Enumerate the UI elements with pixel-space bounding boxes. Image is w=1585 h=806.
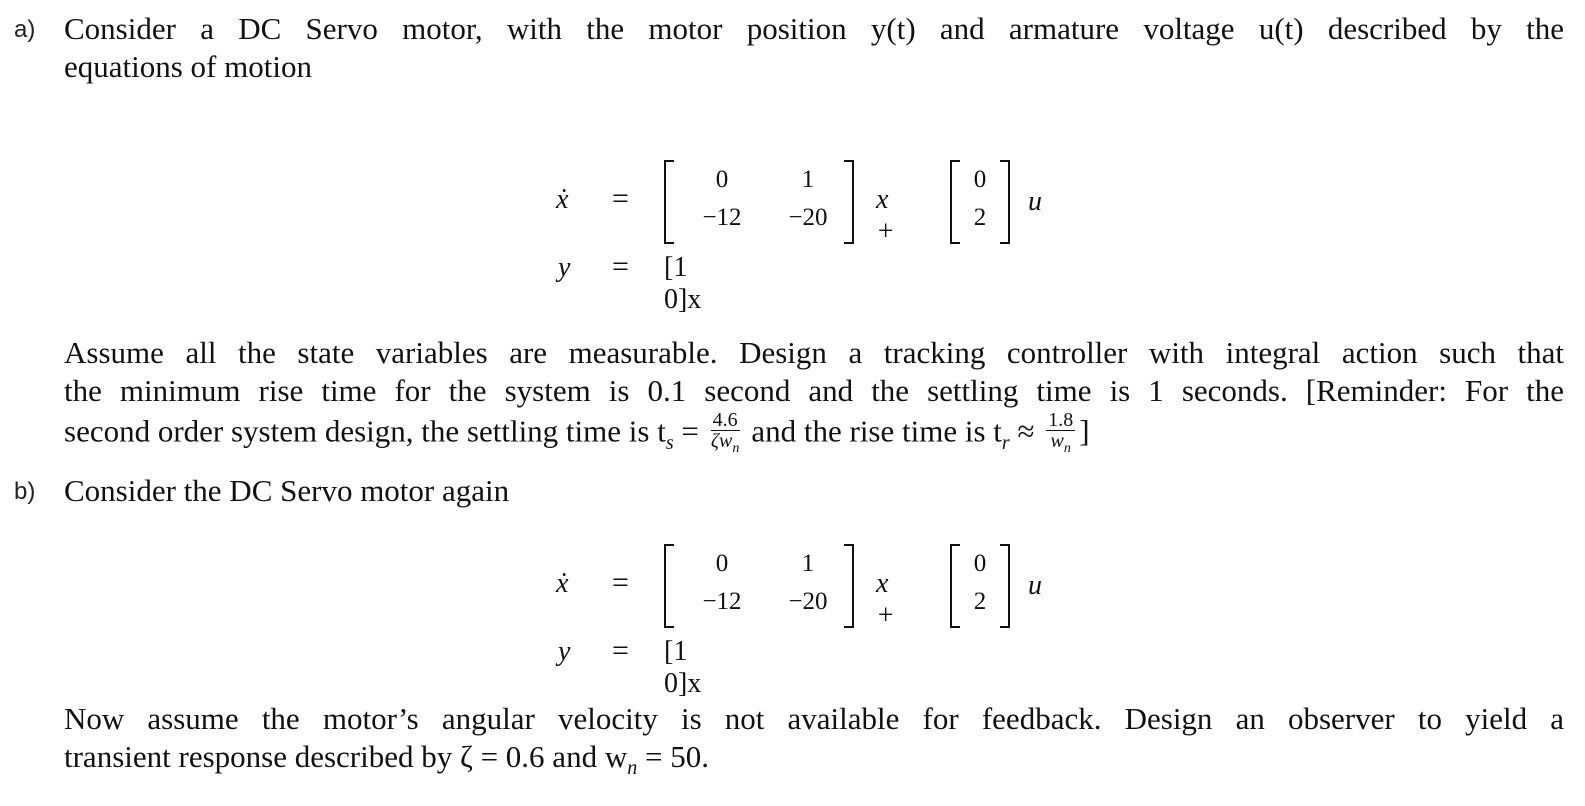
matrix-b (950, 544, 1010, 624)
matrix-b-cell: 0 (973, 550, 987, 577)
matrix-a-cell: 0 (715, 166, 729, 193)
part-a-label: a) (14, 16, 36, 43)
matrix-a-cell: −20 (788, 588, 828, 615)
matrix-b-cell: 0 (973, 166, 987, 193)
xdot-symbol: ẋ (556, 568, 569, 599)
matrix-a-cell: 1 (801, 166, 815, 193)
part-b-intro (64, 472, 1564, 510)
matrix-a-cell: −12 (702, 588, 742, 615)
xdot-symbol: ẋ (556, 184, 569, 215)
matrix-b (950, 160, 1010, 240)
wn-subscript: n (627, 757, 638, 780)
tr-den-subscript: n (1063, 441, 1071, 456)
part-b-intro-line: Consider the DC Servo motor again (64, 473, 510, 508)
ts-numerator: 4.6 (712, 409, 738, 431)
rise-time-text: and the rise time is t (743, 413, 1002, 449)
rise-time-fraction (1046, 410, 1075, 459)
equals-sign: = (612, 634, 629, 667)
part-a-task (64, 334, 1564, 462)
matrix-a (664, 544, 854, 624)
matrix-a-cell: 0 (715, 550, 729, 577)
matrix-b-cell: 2 (973, 588, 987, 615)
matrix-b-cell: 2 (973, 204, 987, 231)
tr-approx: ≈ (1009, 413, 1043, 449)
part-a-task-line-3 (64, 410, 1564, 462)
equals-sign: = (612, 566, 629, 599)
task-line-3-text: second order system design, the settling time is t (64, 413, 666, 449)
y-symbol: y (558, 636, 571, 667)
tr-numerator: 1.8 (1048, 409, 1074, 431)
part-b-task-line-2 (64, 738, 1564, 787)
ts-equals: = (673, 413, 707, 449)
task-b-line-2-end: = 50. (637, 739, 709, 774)
matrix-a-cell: 1 (801, 550, 815, 577)
u-symbol: u (1028, 570, 1042, 601)
settling-time-fraction (711, 410, 740, 459)
output-equation: [1 0]x (664, 252, 702, 315)
task-b-line-2-text: transient response described by ζ = 0.6 and w (64, 739, 628, 774)
ts-denominator: ζw (710, 430, 733, 452)
part-a-intro (64, 10, 1564, 86)
part-a-task-line-2: the minimum rise time for the system is 0.1 second and the settling time is 1 seconds. [Reminder: For the (64, 373, 1564, 408)
part-a-intro-line-2: equations of motion (64, 49, 312, 84)
equals-sign: = (612, 250, 629, 283)
tr-denominator: w (1050, 430, 1064, 452)
part-b-label: b) (14, 478, 36, 505)
part-a-intro-line-1: Consider a DC Servo motor, with the motor position y(t) and armature voltage u(t) described by the (64, 11, 1564, 46)
matrix-a (664, 160, 854, 240)
matrix-a-cell: −20 (788, 204, 828, 231)
x-plus: x + (876, 568, 895, 631)
tr-subscript: r (1001, 431, 1010, 454)
y-symbol: y (558, 252, 571, 283)
ts-subscript: s (665, 431, 674, 454)
equals-sign: = (612, 182, 629, 215)
closing-bracket: ] (1079, 413, 1090, 449)
ts-den-subscript: n (732, 441, 740, 456)
part-a-task-line-1: Assume all the state variables are measurable. Design a tracking controller with integral action such that (64, 335, 1564, 370)
x-plus: x + (876, 184, 895, 247)
u-symbol: u (1028, 186, 1042, 217)
part-b-task-line-1: Now assume the motor’s angular velocity is not available for feedback. Design an observer to yield a (64, 701, 1564, 736)
output-equation: [1 0]x (664, 636, 702, 699)
part-b-task (64, 700, 1564, 787)
matrix-a-cell: −12 (702, 204, 742, 231)
